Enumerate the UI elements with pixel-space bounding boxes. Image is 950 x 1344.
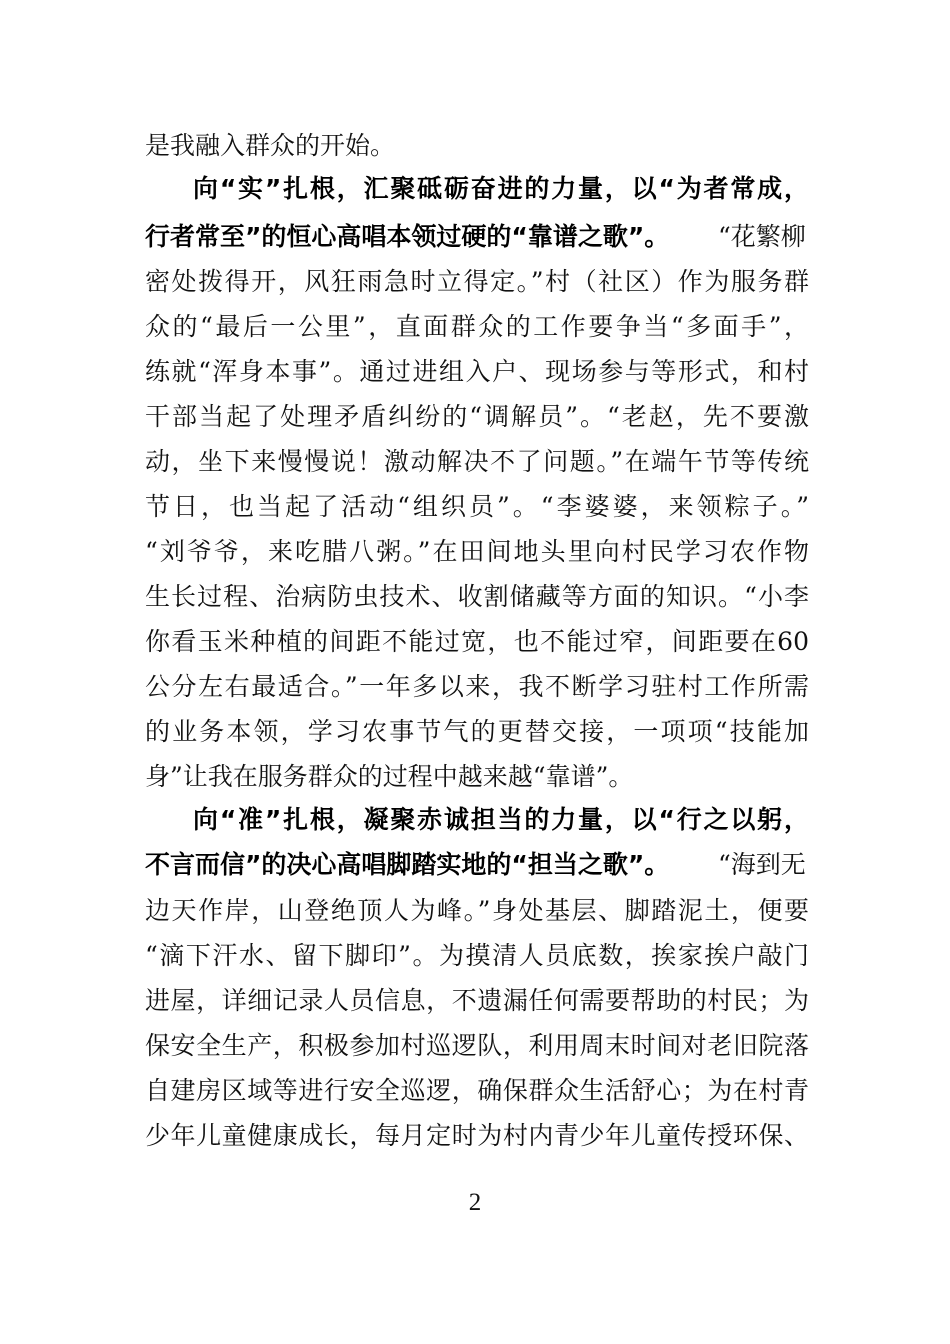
paragraph-line: “花繁柳 — [718, 222, 806, 251]
paragraph-line: 练就“浑身本事”。通过进组入户、现场参与等形式，和村 — [145, 357, 809, 386]
paragraph-line: 少年儿童健康成长，每月定时为村内青少年儿童传授环保、 — [145, 1121, 809, 1150]
paragraph-line: 是我融入群众的开始。 — [145, 131, 396, 160]
paragraph-heading-line: 行者常至”的恒心高唱本领过硬的“靠谱之歌”。 — [145, 222, 670, 251]
paragraph-line: 进屋，详细记录人员信息，不遗漏任何需要帮助的村民；为 — [145, 986, 809, 1015]
paragraph-line: 你看玉米种植的间距不能过宽，也不能过窄，间距要在60 — [145, 627, 809, 656]
paragraph-line: 自建房区域等进行安全巡逻，确保群众生活舒心；为在村青 — [145, 1076, 809, 1105]
paragraph-line: 生长过程、治病防虫技术、收割储藏等方面的知识。“小李 — [145, 582, 809, 611]
paragraph-heading-line: 向“实”扎根，汇聚砥砺奋进的力量，以“为者常成， — [193, 174, 809, 203]
paragraph-line: 身”让我在服务群众的过程中越来越“靠谱”。 — [145, 762, 634, 791]
paragraph-line: 公分左右最适合。”一年多以来，我不断学习驻村工作所需 — [145, 672, 809, 701]
paragraph-line: 节日，也当起了活动“组织员”。“李婆婆，来领粽子。” — [145, 492, 809, 521]
paragraph-line: 保安全生产，积极参加村巡逻队，利用周末时间对老旧院落 — [145, 1031, 809, 1060]
paragraph-line: “刘爷爷，来吃腊八粥。”在田间地头里向村民学习农作物 — [145, 537, 809, 566]
paragraph-heading-line: 不言而信”的决心高唱脚踏实地的“担当之歌”。 — [145, 850, 670, 879]
paragraph-line: 的业务本领，学习农事节气的更替交接，一项项“技能加 — [145, 717, 809, 746]
paragraph-heading-line: 向“准”扎根，凝聚赤诚担当的力量，以“行之以躬， — [193, 805, 809, 834]
paragraph-line: “滴下汗水、留下脚印”。为摸清人员底数，挨家挨户敲门 — [145, 941, 809, 970]
paragraph-line: 动，坐下来慢慢说！激动解决不了问题。”在端午节等传统 — [145, 447, 809, 476]
paragraph-line: “海到无 — [718, 850, 806, 879]
page-number: 2 — [468, 1189, 482, 1216]
paragraph-line: 密处拨得开，风狂雨急时立得定。”村（社区）作为服务群 — [145, 267, 809, 296]
paragraph-line: 边天作岸，山登绝顶人为峰。”身处基层、脚踏泥土，便要 — [145, 896, 809, 925]
paragraph-line: 干部当起了处理矛盾纠纷的“调解员”。“老赵，先不要激 — [145, 402, 809, 431]
paragraph-line: 众的“最后一公里”，直面群众的工作要争当“多面手”， — [145, 312, 809, 341]
